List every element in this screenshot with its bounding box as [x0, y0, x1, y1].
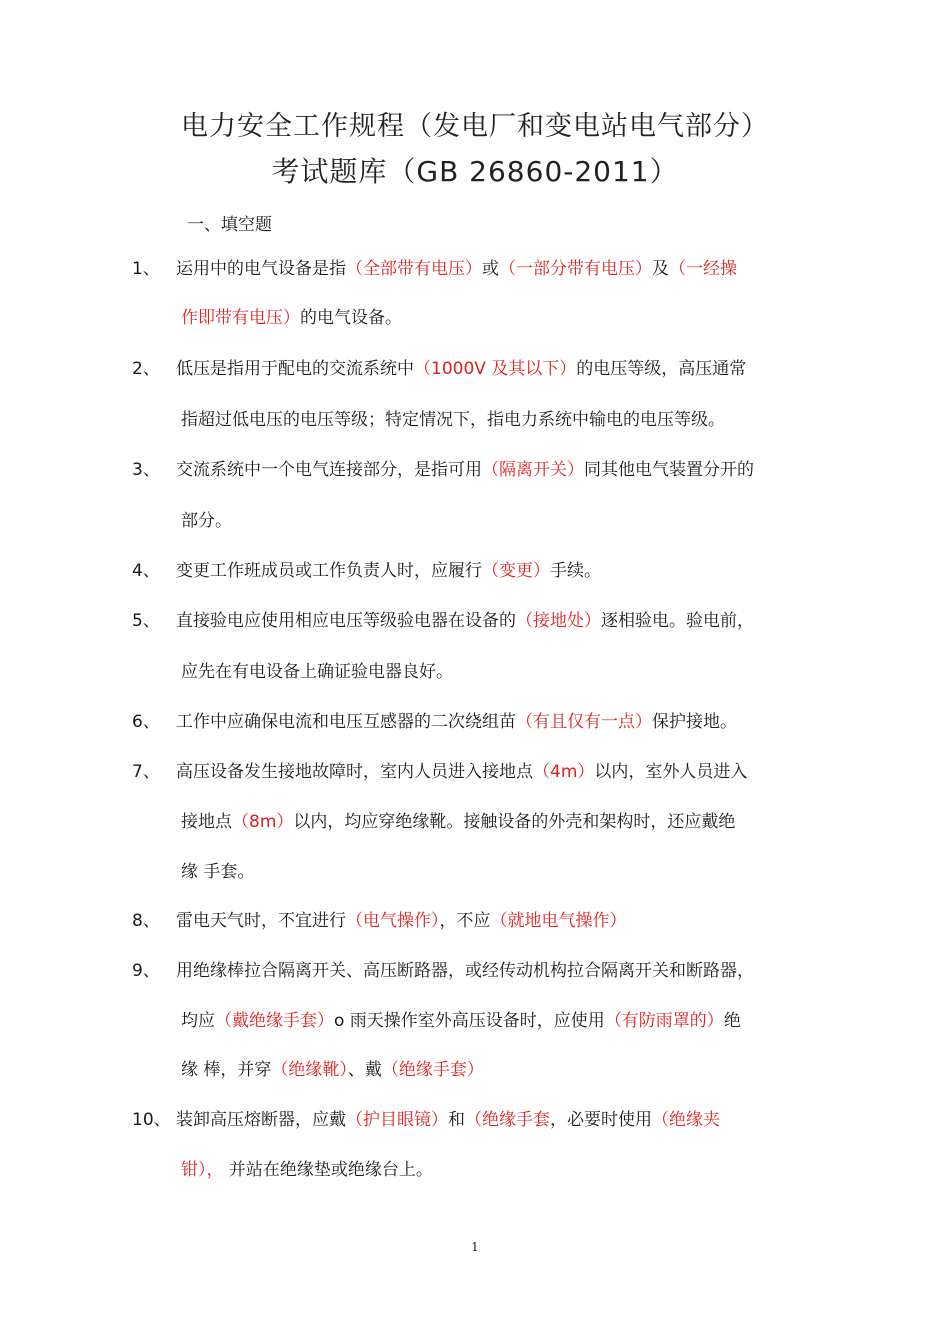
question-text: 部分。	[181, 511, 232, 531]
answer-text: 钳），	[181, 1160, 224, 1180]
answer-text: （隔离开关）	[482, 460, 584, 480]
answer-text: （一经操	[669, 259, 737, 279]
question-text: 缘 棒，并穿	[181, 1060, 272, 1080]
question-text: 逐相验电。验电前，	[601, 611, 754, 631]
question-text: 保护接地。	[652, 712, 737, 732]
question-line	[176, 556, 601, 581]
question-text: 的电气设备。	[300, 308, 402, 328]
question-line	[176, 956, 754, 981]
question-text: 交流系统中一个电气连接部分，是指可用	[176, 460, 482, 480]
question-line	[176, 707, 737, 732]
question-line	[176, 606, 754, 631]
answer-text: 作即带有电压）	[181, 308, 300, 328]
question-line	[176, 906, 627, 931]
answer-text: （4m）	[533, 762, 595, 782]
question-text: 绝	[723, 1011, 741, 1031]
question-line	[181, 405, 725, 430]
question-text: 装卸高压熔断器，应戴	[176, 1110, 346, 1130]
question-line	[181, 506, 232, 531]
question-text: 应先在有电设备上确证验电器良好。	[181, 662, 453, 682]
question-text: 工作中应确保电流和电压互感器的二次绕组苗	[176, 712, 516, 732]
answer-text: （有防雨罩的）	[604, 1011, 724, 1031]
question-text: 以内，均应穿绝缘靴。接触设备的外壳和架构时，还应戴绝	[293, 812, 736, 832]
question-line	[181, 1155, 433, 1180]
question-text: o 雨天操作室外高压设备时，应使用	[334, 1011, 605, 1031]
question-line	[181, 1006, 741, 1031]
question-text: ，不应	[439, 911, 491, 931]
answer-text: （绝缘手套）	[381, 1060, 484, 1080]
question-number: 9、	[132, 961, 160, 981]
question-text: 以内，室外人员进入	[594, 762, 748, 782]
question-number: 6、	[132, 712, 160, 732]
answer-text: （电气操作）	[346, 911, 440, 931]
section-heading: 一、填空题	[187, 215, 272, 235]
answer-text: （戴绝缘手套）	[215, 1011, 334, 1031]
answer-text: （接地处）	[516, 611, 601, 631]
question-text: 均应	[181, 1011, 215, 1031]
question-number: 5、	[132, 611, 160, 631]
question-text: 变更工作班成员或工作负责人时，应履行	[176, 561, 482, 581]
question-text: 缘 手套。	[181, 862, 255, 882]
question-text: 或	[482, 259, 499, 279]
question-line	[176, 757, 747, 782]
question-number: 1、	[132, 259, 160, 279]
answer-text: （变更）	[482, 561, 550, 581]
question-line	[176, 455, 754, 480]
question-text: 接地点	[181, 812, 232, 832]
question-number: 3、	[132, 460, 160, 480]
answer-text: （就地电气操作）	[490, 911, 627, 931]
question-number: 10、	[132, 1110, 171, 1130]
question-text: 的电压等级，高压通常	[576, 359, 747, 379]
answer-text: （1000V 及其以下）	[414, 359, 577, 379]
question-text: 低压是指用于配电的交流系统中	[176, 359, 414, 379]
question-text: 直接验电应使用相应电压等级验电器在设备的	[176, 611, 516, 631]
question-text: 同其他电气装置分开的	[584, 460, 754, 480]
question-line	[181, 807, 735, 832]
question-text: 并站在绝缘垫或绝缘台上。	[223, 1160, 433, 1180]
question-number: 4、	[132, 561, 160, 581]
question-line	[176, 354, 746, 379]
question-text: 运用中的电气设备是指	[176, 259, 346, 279]
question-text: 手续。	[550, 561, 601, 581]
answer-text: （8m）	[232, 812, 294, 832]
question-text: 、戴	[347, 1060, 382, 1080]
question-text: 及	[652, 259, 669, 279]
question-text: 高压设备发生接地故障时，室内人员进入接地点	[176, 762, 533, 782]
page-subtitle: 考试题库（GB 26860-2011）	[271, 155, 679, 188]
question-text: 和	[448, 1110, 465, 1130]
question-line	[176, 1105, 720, 1130]
answer-text: （绝缘靴）	[271, 1060, 348, 1080]
question-number: 2、	[132, 359, 160, 379]
page-number: 1	[471, 1240, 479, 1254]
answer-text: （绝缘夹	[652, 1110, 720, 1130]
question-line	[181, 857, 254, 882]
answer-text: （一部分带有电压）	[499, 259, 652, 279]
answer-text: （有且仅有一点）	[516, 712, 652, 732]
question-number: 8、	[132, 911, 160, 931]
question-line	[181, 303, 402, 328]
question-text: 雷电天气时，不宜进行	[176, 911, 346, 931]
page-title: 电力安全工作规程（发电厂和变电站电气部分）	[181, 111, 769, 142]
question-line	[181, 657, 453, 682]
answer-text: （绝缘手套	[465, 1110, 550, 1130]
answer-text: （护目眼镜）	[346, 1110, 448, 1130]
question-line	[176, 254, 737, 279]
question-text: 指超过低电压的电压等级；特定情况下，指电力系统中输电的电压等级。	[181, 410, 725, 430]
question-text: 用绝缘棒拉合隔离开关、高压断路器，或经传动机构拉合隔离开关和断路器，	[176, 961, 754, 981]
question-line	[181, 1055, 484, 1080]
question-text: ，必要时使用	[550, 1110, 652, 1130]
question-number: 7、	[132, 762, 160, 782]
answer-text: （全部带有电压）	[346, 259, 482, 279]
